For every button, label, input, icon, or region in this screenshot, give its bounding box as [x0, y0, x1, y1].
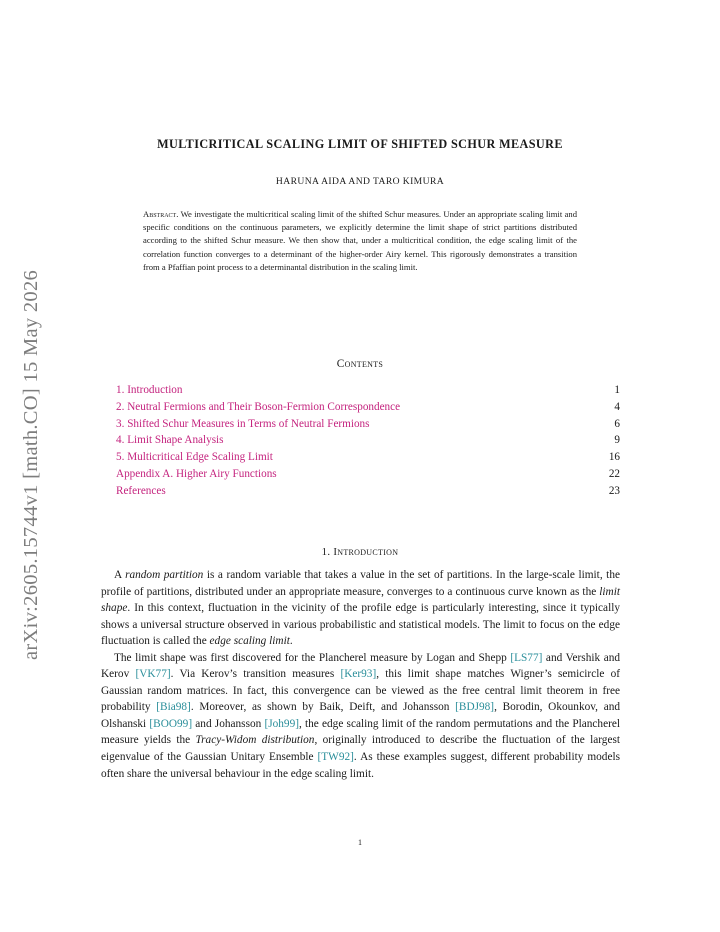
toc-entry-label[interactable]: 3. Shifted Schur Measures in Terms of Neutral Fermions — [116, 417, 370, 430]
table-of-contents — [116, 382, 620, 500]
toc-entry[interactable] — [116, 416, 620, 433]
citation-link[interactable]: [TW92] — [317, 751, 354, 764]
toc-entry[interactable] — [116, 466, 620, 483]
citation-link[interactable]: [Joh99] — [264, 717, 299, 730]
toc-entry-label[interactable]: Appendix A. Higher Airy Functions — [116, 467, 277, 480]
toc-entry-label[interactable]: 4. Limit Shape Analysis — [116, 434, 224, 447]
toc-entry-page: 4 — [614, 400, 620, 413]
emphasis: limit shape — [101, 585, 620, 615]
emphasis: Tracy-Widom distribution — [195, 734, 315, 747]
citation-link[interactable]: [Ker93] — [340, 668, 377, 681]
toc-entry[interactable] — [116, 382, 620, 399]
toc-entry-page: 1 — [614, 384, 620, 396]
emphasis: edge scaling limit — [209, 635, 290, 648]
paragraph: The limit shape was first discovered for the Plancherel measure by Logan and Shepp [LS77] and Vershik and Kerov [VK77]. Via Kerov’s transition measures [Ker93], this limit shape matches Wigner’s semicircle of Gaussian random matrices. In fact, this convergence can be viewed as the free central limit theorem in free probability [Bia98]. Moreover, as shown by Baik, Deift, and Johansson [BDJ98], Borodin, Okounkov, and Olshanski [BOO99] and Johansson [Joh99], the edge scaling limit of the random permutations and the Plancherel measure yields the Tracy-Widom distribution, originally introduced to describe the fluctuation of the largest eigenvalue of the Gaussian Unitary Ensemble [TW92]. As these examples suggest, different probability models often share the universal behaviour in the edge scaling limit. — [101, 651, 621, 780]
toc-entry[interactable] — [116, 449, 620, 466]
toc-entry[interactable] — [116, 432, 620, 449]
citation-link[interactable]: [BOO99] — [149, 717, 193, 730]
page-number: 1 — [358, 838, 362, 847]
citation-link[interactable]: [Bia98] — [156, 701, 191, 714]
paper-title: MULTICRITICAL SCALING LIMIT OF SHIFTED SCHUR MEASURE — [157, 137, 563, 151]
abstract — [143, 208, 577, 274]
abstract-label: Abstract. — [143, 209, 179, 219]
paragraph: A random partition is a random variable that takes a value in the set of partitions. In the large-scale limit, the profile of partitions, distributed under an appropriate measure, converges to a continuous curve known as the limit shape. In this context, fluctuation in the vicinity of the profile edge is particularly interesting, since it typically shows a universal structure observed in various probabilistic and statistical models. The limit to focus on the edge fluctuation is called the edge scaling limit. — [101, 569, 620, 648]
toc-entry-page: 22 — [608, 467, 620, 480]
arxiv-identifier: arXiv:2605.15744v1 [math.CO] 15 May 2026 — [20, 269, 42, 660]
toc-entry-page: 16 — [608, 451, 620, 464]
toc-entry-page: 6 — [614, 417, 620, 430]
toc-entry-label[interactable]: 2. Neutral Fermions and Their Boson-Fermion Correspondence — [116, 400, 401, 413]
toc-entry[interactable] — [116, 399, 620, 416]
citation-link[interactable]: [BDJ98] — [455, 701, 495, 714]
section-body — [101, 567, 620, 782]
toc-entry-page: 23 — [608, 484, 620, 497]
abstract-text: We investigate the multicritical scaling limit of the shifted Schur measures. Under an appropriate scaling limit and specific conditions on the continuous parameters, we explicitly determine the limit shape of strict partitions distributed according to the shifted Schur measure. We then show that, under a multicritical condition, the edge scaling limit of the correlation function converges to a determinant of the higher-order Airy kernel. This rigorously demonstrates a transition from a Pfaffian point process to a determinantal distribution in the scaling limit. — [143, 209, 577, 272]
toc-entry-label[interactable]: 5. Multicritical Edge Scaling Limit — [116, 451, 273, 464]
contents-heading: Contents — [336, 358, 384, 370]
toc-entry-page: 9 — [614, 434, 620, 447]
toc-entry-label[interactable]: References — [116, 484, 166, 497]
toc-entry[interactable] — [116, 483, 620, 500]
citation-link[interactable]: [LS77] — [510, 651, 543, 664]
citation-link[interactable]: [VK77] — [135, 668, 171, 681]
paper-authors: HARUNA AIDA AND TARO KIMURA — [275, 176, 445, 187]
section-heading: 1. Introduction — [321, 546, 399, 558]
emphasis: random partition — [125, 569, 204, 581]
toc-entry-label[interactable]: 1. Introduction — [116, 384, 183, 396]
